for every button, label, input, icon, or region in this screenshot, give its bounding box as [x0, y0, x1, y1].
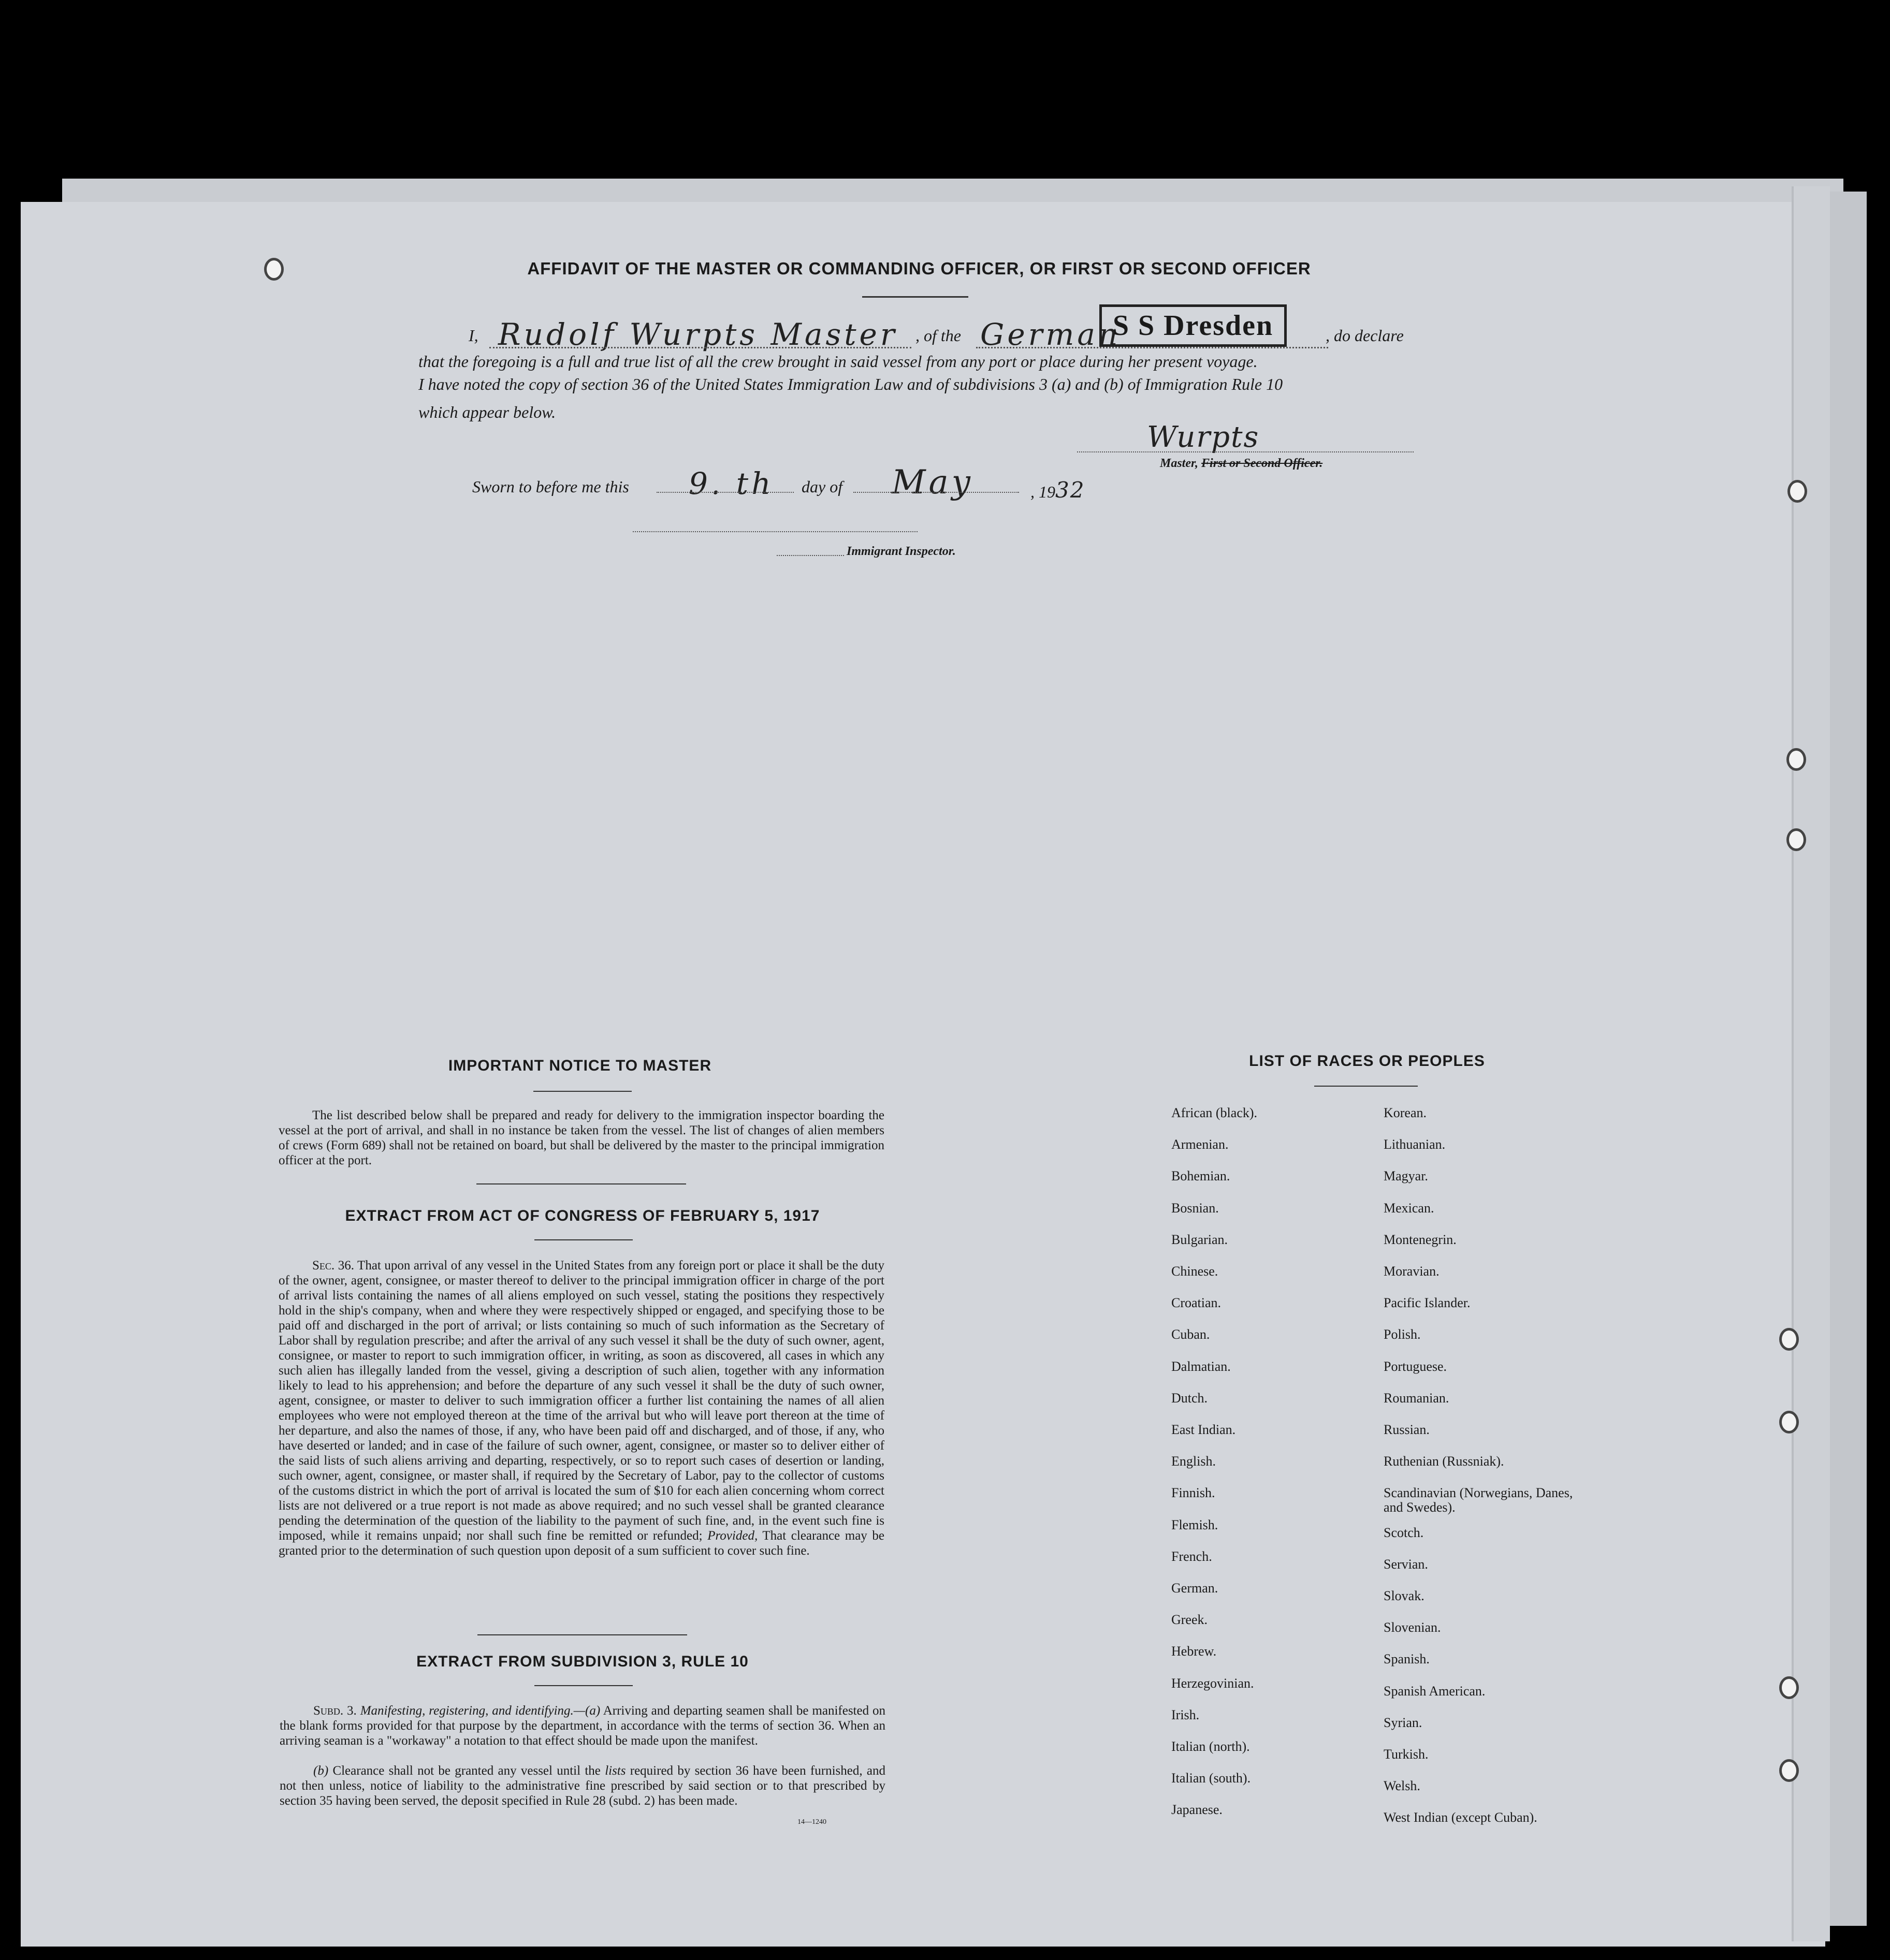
- inspector-line-upper: [633, 531, 918, 532]
- para-a-text: Arriving and departing seamen shall be manifested on the blank forms provided for that purpose by the department, in accordance with the terms of section 36. When an arriving seaman is a "workaway" a notation to that effect should be made upon the manifest.: [280, 1704, 885, 1748]
- para-b-text-1: Clearance shall not be granted any vessel until the: [332, 1764, 601, 1778]
- sworn-label: Sworn to before me this: [472, 477, 629, 496]
- race-item: Herzegovinian.: [1171, 1675, 1254, 1691]
- race-item: African (black).: [1171, 1105, 1258, 1120]
- race-item: Finnish.: [1171, 1485, 1215, 1501]
- race-item: Scotch.: [1384, 1525, 1424, 1540]
- race-item: Dutch.: [1171, 1390, 1208, 1406]
- race-item: Chinese.: [1171, 1264, 1218, 1279]
- race-item: Mexican.: [1384, 1200, 1434, 1216]
- year-handwritten: 32: [1055, 477, 1085, 503]
- rule-para-a: [280, 1703, 885, 1748]
- of-the-label: , of the: [915, 326, 961, 345]
- divider: [534, 1239, 633, 1240]
- subd-heading: Manifesting, registering, and identifying.—(a): [360, 1704, 601, 1718]
- para-b-text-2: required by section 36 have been furnished, and not then unless, notice of liability to the administrative fine prescribed by said section or to that prescribed by section 35 having been served, the deposit specified in Rule 28 (subd. 2) has been made.: [280, 1764, 885, 1808]
- race-item: Bosnian.: [1171, 1200, 1219, 1216]
- race-item: West Indian (except Cuban).: [1384, 1810, 1537, 1825]
- do-declare-label: , do declare: [1326, 326, 1404, 345]
- ship-name-stamp: S S Dresden: [1099, 304, 1287, 347]
- race-item: Lithuanian.: [1384, 1137, 1446, 1152]
- notice-title: IMPORTANT NOTICE TO MASTER: [448, 1057, 712, 1074]
- nationality-handwritten: German: [980, 317, 1121, 352]
- binder-hole: [1779, 1676, 1799, 1699]
- divider: [1314, 1086, 1418, 1087]
- subd-label: Subd. 3.: [313, 1704, 357, 1718]
- race-item: French.: [1171, 1548, 1212, 1564]
- binder-hole: [1786, 748, 1806, 771]
- race-item: Welsh.: [1384, 1778, 1420, 1794]
- signature-line: [1077, 451, 1414, 452]
- sec-label: Sec. 36.: [312, 1259, 354, 1272]
- binder-hole: [264, 258, 284, 281]
- master-name-handwritten: Rudolf Wurpts Master: [498, 317, 898, 352]
- rule-title: EXTRACT FROM SUBDIVISION 3, RULE 10: [416, 1653, 749, 1670]
- race-item: Greek.: [1171, 1612, 1208, 1628]
- month-line: [853, 492, 1019, 493]
- race-item: English.: [1171, 1454, 1216, 1469]
- race-item: Korean.: [1384, 1105, 1427, 1120]
- race-item: Moravian.: [1384, 1264, 1440, 1279]
- race-item: Armenian.: [1171, 1137, 1229, 1152]
- ship-name-line: [976, 347, 1328, 348]
- races-title: LIST OF RACES OR PEOPLES: [1249, 1052, 1485, 1070]
- race-item: Roumanian.: [1384, 1390, 1449, 1406]
- para-b-lists: lists: [605, 1764, 626, 1778]
- act-title: EXTRACT FROM ACT OF CONGRESS OF FEBRUARY 5, 1917: [345, 1207, 820, 1224]
- race-item: Ruthenian (Russniak).: [1384, 1454, 1504, 1469]
- affidavit-line-3: I have noted the copy of section 36 of the United States Immigration Law and of subdivisions 3 (a) and (b) of Immigration Rule 10: [418, 375, 1283, 393]
- form-number: 14—1240: [797, 1818, 826, 1826]
- race-item: Polish.: [1384, 1327, 1421, 1342]
- race-item: Slovak.: [1384, 1588, 1424, 1603]
- affidavit-line-2: that the foregoing is a full and true list of all the crew brought in said vessel from any port or place during her present voyage.: [418, 352, 1258, 371]
- race-item: Italian (south).: [1171, 1771, 1251, 1786]
- binder-hole: [1779, 1328, 1799, 1351]
- act-body-end: That clearance may be granted prior to the determination of such question upon deposit of a sum sufficient to cover such fine.: [279, 1529, 885, 1558]
- underlying-page-edge: [1825, 192, 1867, 1926]
- inspector-line: [777, 555, 844, 556]
- race-item: Italian (north).: [1171, 1739, 1250, 1754]
- race-item: Turkish.: [1384, 1747, 1429, 1762]
- caption-struck-officer: First or Second Officer.: [1201, 457, 1323, 470]
- signature-caption: [1160, 457, 1322, 471]
- caption-master: Master,: [1160, 457, 1199, 470]
- divider: [534, 1685, 633, 1686]
- race-item: Croatian.: [1171, 1295, 1222, 1311]
- race-item: Syrian.: [1384, 1715, 1422, 1730]
- divider: [477, 1634, 687, 1635]
- day-of-label: day of: [802, 477, 843, 496]
- month-handwritten: May: [892, 463, 973, 502]
- divider: [476, 1183, 686, 1184]
- race-item: Flemish.: [1171, 1517, 1218, 1532]
- affidavit-line-4: which appear below.: [418, 403, 556, 421]
- race-item: Bohemian.: [1171, 1168, 1230, 1184]
- race-item: Pacific Islander.: [1384, 1295, 1471, 1311]
- race-item: Slovenian.: [1384, 1620, 1441, 1635]
- act-text: [279, 1258, 884, 1558]
- race-item: Japanese.: [1171, 1802, 1223, 1818]
- race-item: Scandinavian (Norwegians, Danes, and Swedes).: [1384, 1485, 1573, 1515]
- binder-hole: [1786, 828, 1806, 851]
- divider: [862, 296, 968, 298]
- binder-hole: [1787, 480, 1807, 503]
- binder-hole: [1779, 1759, 1799, 1782]
- day-line: [657, 492, 794, 493]
- master-signature: Wurpts: [1147, 420, 1260, 454]
- race-item: Magyar.: [1384, 1168, 1428, 1184]
- page-edge-strip: [1792, 186, 1830, 1941]
- master-name-line: [489, 347, 911, 348]
- race-item: Bulgarian.: [1171, 1232, 1228, 1247]
- affidavit-title: AFFIDAVIT OF THE MASTER OR COMMANDING OFFICER, OR FIRST OR SECOND OFFICER: [527, 259, 1311, 278]
- race-item: Spanish American.: [1384, 1683, 1486, 1699]
- year-prefix: , 19: [1030, 482, 1055, 501]
- race-item: Montenegrin.: [1384, 1232, 1457, 1247]
- race-item: Cuban.: [1171, 1327, 1210, 1342]
- para-b-label: (b): [313, 1764, 329, 1778]
- race-item: Russian.: [1384, 1422, 1430, 1437]
- divider: [533, 1091, 632, 1092]
- act-provided: Provided,: [707, 1529, 758, 1543]
- race-item: Portuguese.: [1384, 1358, 1447, 1374]
- year-label: [1030, 477, 1085, 503]
- affidavit-i: I,: [469, 326, 478, 345]
- race-item: East Indian.: [1171, 1422, 1236, 1437]
- race-item: Spanish.: [1384, 1651, 1430, 1667]
- act-body: That upon arrival of any vessel in the United States from any foreign port or place it shall be the duty of the owner, agent, consignee, or master thereof to deliver to the principal immigration officer in charge of the port of arrival lists containing the names of all aliens employed on such vessel, stating the positions they respectively hold in the ship's company, when and where they were respectively shipped or engaged, and specifying those to be paid off and discharged in the port of arrival; or lists containing so much of such information as the Secretary of Labor shall by regulation prescribe; and after the arrival of any such vessel it shall be the duty of such owner, agent, consignee, or master to report to such immigration officer, in writing, as soon as discovered, all cases in which any such alien has illegally landed from the vessel, giving a description of such alien, together with any information likely to lead to his apprehension; and before the departure of any such vessel it shall be the duty of such owner, agent, consignee, or master to deliver to such immigration officer a further list containing the names of all alien employees who were not employed thereon at the time of the arrival but who will leave port thereon at the time of her departure, and also the names of those, if any, who have been paid off and discharged, and of those, if any, who have deserted or landed; and in case of the failure of such owner, agent, consignee, or master so to deliver either of the said lists of such aliens arriving and departing, respectively, or so to report such cases of desertion or landing, such owner, agent, consignee, or master shall, if required by the Secretary of Labor, pay to the collector of customs of the customs district in which the port of arrival is located the sum of $10 for each alien concerning whom correct lists are not delivered or a true report is not made as above required; and no such vessel shall be granted clearance pending the determination of the question of the liability to the payment of such fine, and, in the event such fine is imposed, while it remains unpaid; nor shall such fine be remitted or refunded;: [279, 1259, 884, 1543]
- race-item: German.: [1171, 1581, 1218, 1596]
- rule-para-b: [280, 1763, 885, 1808]
- race-item: Servian.: [1384, 1556, 1428, 1572]
- race-item: Hebrew.: [1171, 1644, 1217, 1659]
- notice-text: The list described below shall be prepared and ready for delivery to the immigration inspector boarding the vessel at the port of arrival, and shall in no instance be taken from the vessel. The list of changes of alien members of crews (Form 689) shall not be retained on board, but shall be delivered by the master to the principal immigration officer at the port.: [279, 1108, 884, 1167]
- inspector-caption: Immigrant Inspector.: [847, 545, 956, 558]
- binder-hole: [1779, 1411, 1799, 1434]
- race-item: Irish.: [1171, 1707, 1200, 1722]
- day-handwritten: 9. th: [689, 466, 774, 501]
- race-item: Dalmatian.: [1171, 1358, 1231, 1374]
